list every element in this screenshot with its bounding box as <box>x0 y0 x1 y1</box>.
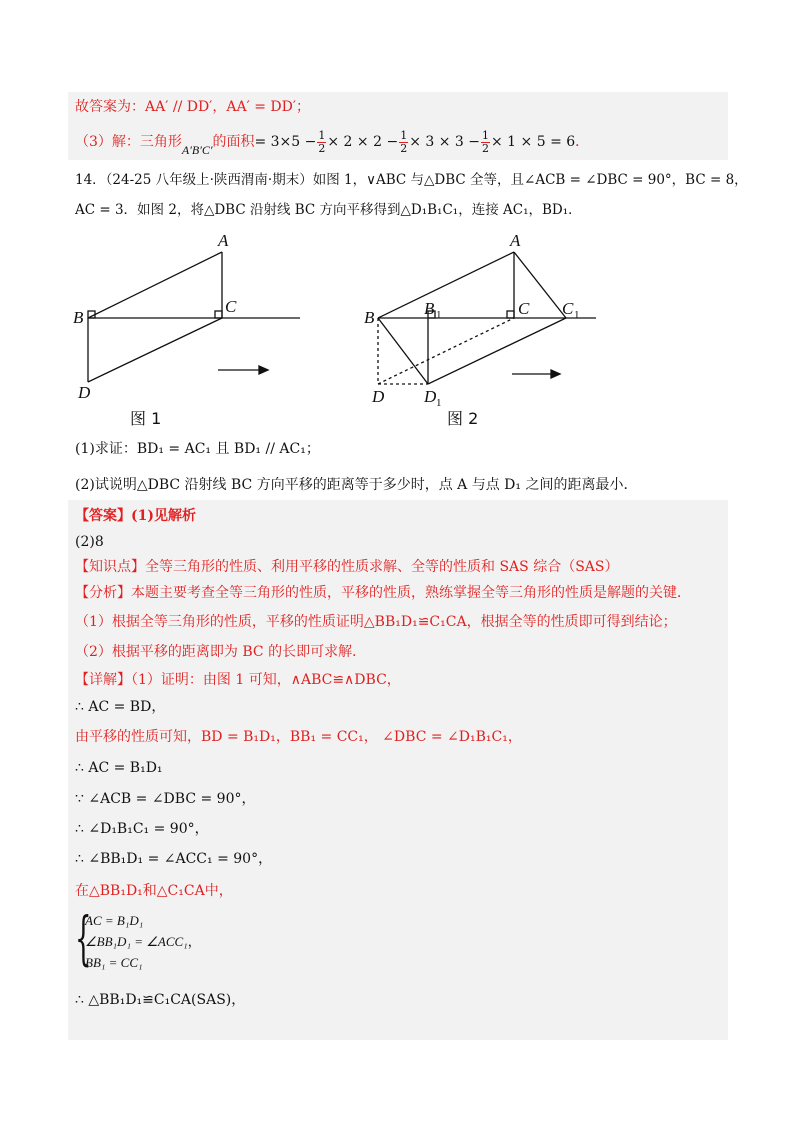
frac-num: 1 <box>482 128 489 142</box>
fig2-label-d1-sub: 1 <box>436 397 442 409</box>
step-5: ∴ ∠D₁B₁C₁ = 90°， <box>75 821 209 837</box>
area-label: 的面积 <box>212 134 255 150</box>
fig2-label-c1-sub: 1 <box>574 309 580 321</box>
expr-b: × 2 × 2 − <box>327 134 399 150</box>
fig2-label-b1-sub: 1 <box>436 309 442 321</box>
prev-answer-line2 <box>75 128 589 156</box>
brace-symbol: { <box>75 904 92 972</box>
fig2-label-a: A <box>510 231 521 250</box>
fig1-right-angle-c <box>215 311 222 318</box>
brace-lines <box>85 910 201 973</box>
step-6: ∴ ∠BB₁D₁ = ∠ACC₁ = 90°， <box>75 851 273 867</box>
figure-2 <box>378 252 596 384</box>
detail-1: 【详解】（1）证明：由图 1 可知，∧ABC≌∧DBC， <box>75 672 401 688</box>
expr-d: × 1 × 5 = 6 <box>491 134 576 150</box>
fig1-line-ba <box>88 252 222 318</box>
fig2-arrowhead <box>551 370 560 378</box>
fig2-label-c: C <box>518 299 530 318</box>
condition-3: BB₁ = CC₁ <box>85 955 143 970</box>
geometry-figures <box>0 222 800 462</box>
fig1-label-a: A <box>218 231 229 250</box>
step-2 <box>75 727 522 747</box>
analysis-1: （1）根据全等三角形的性质，平移的性质证明△BB₁D₁≌C₁CA，根据全等的性质即可得到结论； <box>75 614 677 630</box>
analysis-2: （2）根据平移的距离即为 BC 的长即可求解． <box>75 644 367 660</box>
frac-den: 2 <box>400 141 408 155</box>
step-8: ∴ △BB₁D₁≌C₁CA(SAS)， <box>75 992 246 1008</box>
condition-1: AC = B₁D₁ <box>85 913 144 928</box>
frac-den: 2 <box>318 141 326 155</box>
figure-1 <box>88 252 300 382</box>
fig1-label-b: B <box>73 308 84 327</box>
frac-num: 1 <box>400 128 408 142</box>
analysis: 【分析】本题主要考查全等三角形的性质，平移的性质，熟练掌握全等三角形的性质是解题的关键． <box>75 585 691 601</box>
condition-2-tail: ， <box>187 934 201 949</box>
frac-3 <box>481 130 490 155</box>
frac-den: 2 <box>482 141 489 155</box>
fig2-line-bd1 <box>378 318 428 384</box>
fig1-label-c: C <box>225 297 237 316</box>
answer-line: 【答案】(1)见解析 <box>75 508 196 524</box>
fig2-caption: 图 2 <box>447 409 479 428</box>
step-3: ∴ AC = B₁D₁ <box>75 760 163 776</box>
fig2-label-b: B <box>364 308 375 327</box>
fig2-right-angle-c <box>507 311 514 318</box>
prev-answer-prefix: （3）解：三角形 <box>75 134 182 150</box>
triangle-name: A′B′C′ <box>181 143 213 157</box>
congruence-conditions <box>75 904 275 976</box>
fig2-label-c1: C <box>562 299 574 318</box>
answer-2: (2)8 <box>75 534 104 550</box>
fig2-label-d1: D <box>424 387 437 406</box>
fig1-arrowhead <box>259 366 268 374</box>
frac-2 <box>399 130 408 155</box>
fig2-line-ba <box>378 252 514 318</box>
fig2-label-b1: B <box>424 299 435 318</box>
fig2-label-d: D <box>372 387 385 406</box>
expr-c: × 3 × 3 − <box>409 134 480 150</box>
subquestion-2: (2)试说明△DBC 沿射线 BC 方向平移的距离等于多少时，点 A 与点 D₁ 之间的距离最小． <box>75 477 638 493</box>
knowledge-point: 【知识点】全等三角形的性质、利用平移的性质求解、全等的性质和 SAS 综合（SAS） <box>75 559 619 575</box>
condition-2 <box>85 931 201 952</box>
question-line2: AC = 3．如图 2，将△DBC 沿射线 BC 方向平移得到△D₁B₁C₁，连接 AC₁，BD₁． <box>75 202 582 218</box>
step-4: ∵ ∠ACB = ∠DBC = 90°， <box>75 791 256 807</box>
fig1-caption: 图 1 <box>130 409 162 428</box>
step-1: ∴ AC = BD， <box>75 699 166 715</box>
condition-2-text: ∠BB₁D₁ = ∠ACC₁ <box>85 934 188 949</box>
step-2-text: 由平移的性质可知，BD = B₁D₁，BB₁ = CC₁， ∠DBC = ∠D₁B₁C₁， <box>75 729 522 745</box>
fig1-line-dc <box>88 318 222 382</box>
frac-num: 1 <box>318 128 326 142</box>
expr-end: ． <box>575 134 590 150</box>
subquestion-1: (1)求证：BD₁ = AC₁ 且 BD₁ // AC₁； <box>75 441 320 457</box>
question-line1: 14．（24-25 八年级上·陕西渭南·期末）如图 1，∨ABC 与△DBC 全等，且∠ACB = ∠DBC = 90°，BC = 8， <box>75 172 748 188</box>
expr-a: = 3×5 − <box>254 134 317 150</box>
fig1-label-d: D <box>78 383 91 402</box>
step-7: 在△BB₁D₁和△C₁CA中， <box>75 883 233 899</box>
prev-answer-line1: 故答案为：AA′ // DD′，AA′ = DD′； <box>75 99 311 115</box>
frac-1 <box>317 130 326 155</box>
fig2-dash-dc <box>378 318 514 384</box>
